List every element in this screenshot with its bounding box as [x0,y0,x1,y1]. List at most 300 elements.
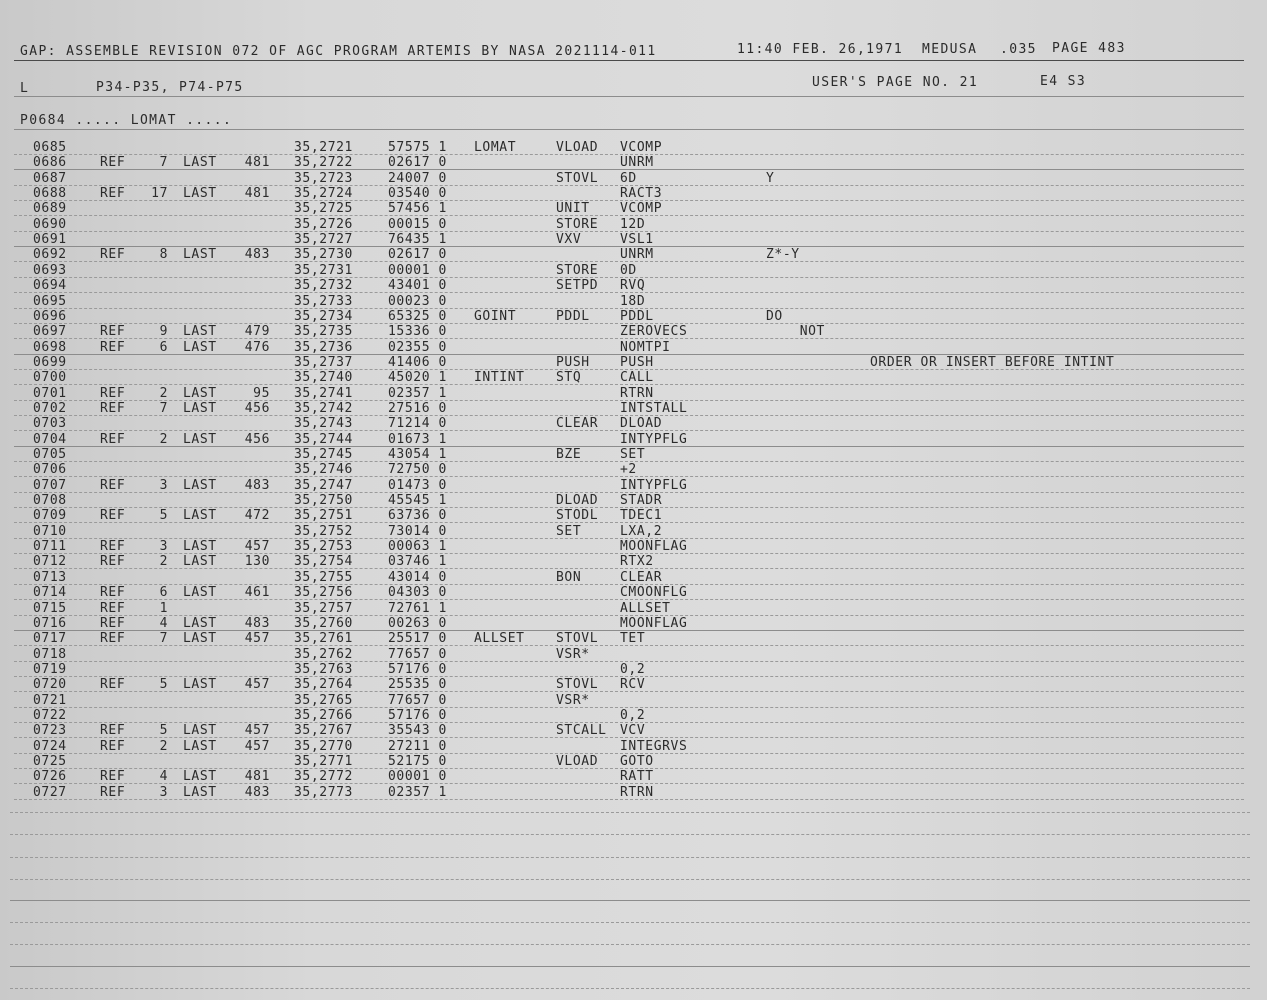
cell-oct: 01473 0 [388,478,447,493]
listing-row [0,401,1267,416]
cell-cmt: Y [766,171,775,186]
row-rule [14,292,1244,293]
cell-op: STQ [556,370,582,385]
cell-line: 0717 [33,631,67,646]
cell-ref: REF [100,631,126,646]
cell-op: CLEAR [556,416,599,431]
cell-lnum: 461 [244,585,270,600]
cell-lbl: ALLSET [474,631,525,646]
cell-addr: 35,2773 [294,785,353,800]
cell-last: LAST [183,631,217,646]
cell-addr: 35,2747 [294,478,353,493]
cell-line: 0698 [33,340,67,355]
listing-row [0,232,1267,247]
cell-addr: 35,2742 [294,401,353,416]
blank-line [10,922,1250,923]
listing-row [0,478,1267,493]
cell-cmt: NOT [766,324,825,339]
cell-line: 0685 [33,140,67,155]
cell-line: 0704 [33,432,67,447]
cell-oct: 73014 0 [388,524,447,539]
row-rule [14,783,1244,784]
cell-opnd: NOMTPI [620,340,671,355]
cell-opnd: VSL1 [620,232,654,247]
cell-last: LAST [183,554,217,569]
cell-oct: 15336 0 [388,324,447,339]
cell-addr: 35,2732 [294,278,353,293]
cell-oct: 35543 0 [388,723,447,738]
cell-addr: 35,2731 [294,263,353,278]
cell-line: 0702 [33,401,67,416]
cell-opnd: RVQ [620,278,646,293]
cell-oct: 00023 0 [388,294,447,309]
listing-row [0,570,1267,585]
cell-opnd: INTYPFLG [620,432,688,447]
cell-line: 0697 [33,324,67,339]
cell-last: LAST [183,247,217,262]
cell-ref: REF [100,432,126,447]
cell-last: LAST [183,677,217,692]
cell-line: 0714 [33,585,67,600]
blank-line [10,900,1250,901]
cell-lnum: 130 [244,554,270,569]
cell-last: LAST [183,723,217,738]
cell-ref: REF [100,723,126,738]
listing-row [0,493,1267,508]
cell-addr: 35,2721 [294,140,353,155]
cell-op: VSR* [556,693,590,708]
cell-opnd: INTSTALL [620,401,688,416]
cell-last: LAST [183,432,217,447]
cell-addr: 35,2744 [294,432,353,447]
listing-row [0,340,1267,355]
cell-line: 0725 [33,754,67,769]
cell-addr: 35,2754 [294,554,353,569]
header-listing-code: L [20,81,30,96]
cell-addr: 35,2760 [294,616,353,631]
cell-line: 0716 [33,616,67,631]
cell-line: 0686 [33,155,67,170]
cell-oct: 04303 0 [388,585,447,600]
cell-num: 7 [159,631,168,646]
row-rule [14,691,1244,692]
cell-opnd: PDDL [620,309,654,324]
cell-lnum: 457 [244,631,270,646]
cell-line: 0688 [33,186,67,201]
listing-row [0,370,1267,385]
cell-last: LAST [183,739,217,754]
listing-row [0,769,1267,784]
listing-row [0,186,1267,201]
cell-addr: 35,2751 [294,508,353,523]
cell-lnum: 479 [244,324,270,339]
cell-opnd: VCV [620,723,646,738]
listing-row [0,601,1267,616]
listing-row [0,508,1267,523]
listing-row [0,217,1267,232]
cell-oct: 24007 0 [388,171,447,186]
cell-opnd: MOONFLAG [620,539,688,554]
listing-row [0,324,1267,339]
cell-line: 0696 [33,309,67,324]
cell-addr: 35,2753 [294,539,353,554]
cell-line: 0723 [33,723,67,738]
cell-lnum: 456 [244,432,270,447]
listing-row [0,155,1267,170]
cell-addr: 35,2735 [294,324,353,339]
cell-line: 0718 [33,647,67,662]
cell-addr: 35,2727 [294,232,353,247]
cell-oct: 45020 1 [388,370,447,385]
listing-row [0,309,1267,324]
header-host: MEDUSA [922,42,978,57]
cell-lnum: 483 [244,247,270,262]
cell-addr: 35,2756 [294,585,353,600]
cell-num: 2 [159,386,168,401]
cell-line: 0708 [33,493,67,508]
cell-opnd: 0,2 [620,708,646,723]
header-rule-2 [14,96,1244,97]
cell-ref: REF [100,554,126,569]
header-e4: E4 S3 [1040,74,1087,89]
cell-num: 5 [159,508,168,523]
cell-opnd: RTRN [620,785,654,800]
cell-num: 9 [159,324,168,339]
cell-addr: 35,2765 [294,693,353,708]
cell-last: LAST [183,155,217,170]
cell-line: 0689 [33,201,67,216]
cell-addr: 35,2743 [294,416,353,431]
listing-row [0,677,1267,692]
cell-oct: 27211 0 [388,739,447,754]
cell-opnd: UNRM [620,155,654,170]
cell-num: 2 [159,432,168,447]
cell-lnum: 483 [244,616,270,631]
cell-oct: 01673 1 [388,432,447,447]
cell-addr: 35,2740 [294,370,353,385]
cell-addr: 35,2745 [294,447,353,462]
cell-last: LAST [183,616,217,631]
cell-line: 0715 [33,601,67,616]
cell-oct: 00263 0 [388,616,447,631]
cell-lnum: 476 [244,340,270,355]
cell-opnd: 0,2 [620,662,646,677]
cell-oct: 71214 0 [388,416,447,431]
cell-line: 0713 [33,570,67,585]
cell-addr: 35,2763 [294,662,353,677]
cell-oct: 02617 0 [388,155,447,170]
cell-num: 7 [159,401,168,416]
cell-addr: 35,2737 [294,355,353,370]
listing-row [0,432,1267,447]
cell-opnd: RCV [620,677,646,692]
cell-oct: 41406 0 [388,355,447,370]
cell-ref: REF [100,155,126,170]
listing-row [0,447,1267,462]
cell-lnum: 472 [244,508,270,523]
cell-ref: REF [100,186,126,201]
cell-oct: 03746 1 [388,554,447,569]
cell-last: LAST [183,386,217,401]
header-users-page: USER'S PAGE NO. 21 [812,75,979,90]
cell-oct: 77657 0 [388,647,447,662]
listing-row [0,247,1267,262]
cell-addr: 35,2771 [294,754,353,769]
cell-addr: 35,2726 [294,217,353,232]
cell-oct: 02617 0 [388,247,447,262]
cell-num: 7 [159,155,168,170]
cell-line: 0694 [33,278,67,293]
cell-ref: REF [100,539,126,554]
cell-op: PDDL [556,309,590,324]
cell-oct: 65325 0 [388,309,447,324]
cell-opnd: CMOONFLG [620,585,688,600]
cell-addr: 35,2734 [294,309,353,324]
cell-line: 0700 [33,370,67,385]
header-code: .035 [1000,42,1037,57]
cell-line: 0693 [33,263,67,278]
cell-line: 0719 [33,662,67,677]
cell-oct: 72750 0 [388,462,447,477]
cell-last: LAST [183,769,217,784]
listing-row [0,708,1267,723]
cell-opnd: INTYPFLG [620,478,688,493]
cell-op: DLOAD [556,493,599,508]
cell-op: VSR* [556,647,590,662]
cell-oct: 43014 0 [388,570,447,585]
cell-line: 0706 [33,462,67,477]
listing-row [0,739,1267,754]
cell-line: 0701 [33,386,67,401]
listing-row [0,723,1267,738]
listing-row [0,386,1267,401]
row-rule [14,799,1244,800]
cell-opnd: TDEC1 [620,508,663,523]
cell-addr: 35,2762 [294,647,353,662]
cell-ref: REF [100,478,126,493]
cell-cmt2: ORDER OR INSERT BEFORE INTINT [870,355,1115,370]
cell-op: BON [556,570,582,585]
listing-row [0,647,1267,662]
cell-oct: 27516 0 [388,401,447,416]
cell-addr: 35,2736 [294,340,353,355]
cell-line: 0699 [33,355,67,370]
cell-lnum: 481 [244,186,270,201]
cell-ref: REF [100,340,126,355]
cell-num: 2 [159,739,168,754]
cell-oct: 72761 1 [388,601,447,616]
cell-addr: 35,2757 [294,601,353,616]
cell-num: 5 [159,723,168,738]
blank-line [10,812,1250,813]
cell-last: LAST [183,478,217,493]
cell-opnd: INTEGRVS [620,739,688,754]
cell-addr: 35,2766 [294,708,353,723]
row-rule [14,522,1244,523]
cell-lnum: 95 [253,386,270,401]
cell-oct: 43401 0 [388,278,447,293]
cell-last: LAST [183,340,217,355]
cell-opnd: DLOAD [620,416,663,431]
listing-row [0,416,1267,431]
cell-addr: 35,2724 [294,186,353,201]
cell-opnd: ZEROVECS [620,324,688,339]
cell-num: 3 [159,539,168,554]
cell-addr: 35,2722 [294,155,353,170]
cell-line: 0692 [33,247,67,262]
row-rule [14,261,1244,262]
listing-row [0,140,1267,155]
cell-lnum: 481 [244,769,270,784]
cell-opnd: VCOMP [620,140,663,155]
cell-line: 0712 [33,554,67,569]
blank-line [10,988,1250,989]
cell-opnd: GOTO [620,754,654,769]
cell-num: 6 [159,585,168,600]
cell-addr: 35,2723 [294,171,353,186]
cell-oct: 00015 0 [388,217,447,232]
cell-opnd: SET [620,447,646,462]
cell-ref: REF [100,739,126,754]
listing-row [0,616,1267,631]
cell-lbl: LOMAT [474,140,517,155]
listing-row [0,524,1267,539]
cell-addr: 35,2741 [294,386,353,401]
cell-oct: 57575 1 [388,140,447,155]
cell-line: 0722 [33,708,67,723]
row-rule [14,599,1244,600]
cell-oct: 02357 1 [388,386,447,401]
cell-opnd: VCOMP [620,201,663,216]
cell-ref: REF [100,585,126,600]
cell-addr: 35,2764 [294,677,353,692]
row-rule [14,645,1244,646]
cell-last: LAST [183,539,217,554]
cell-line: 0703 [33,416,67,431]
cell-line: 0721 [33,693,67,708]
header-rule-3 [14,129,1244,130]
cell-num: 2 [159,554,168,569]
cell-opnd: PUSH [620,355,654,370]
cell-lnum: 483 [244,478,270,493]
cell-op: STOVL [556,171,599,186]
cell-ref: REF [100,508,126,523]
cell-opnd: STADR [620,493,663,508]
header-section-marker: P0684 ..... LOMAT ..... [20,113,233,128]
cell-lbl: INTINT [474,370,525,385]
cell-ref: REF [100,769,126,784]
cell-lnum: 457 [244,677,270,692]
cell-num: 1 [159,601,168,616]
cell-opnd: TET [620,631,646,646]
cell-opnd: ALLSET [620,601,671,616]
row-rule [14,430,1244,431]
cell-num: 6 [159,340,168,355]
cell-opnd: CALL [620,370,654,385]
cell-op: VLOAD [556,754,599,769]
cell-last: LAST [183,186,217,201]
cell-op: SETPD [556,278,599,293]
row-rule [14,568,1244,569]
blank-line [10,879,1250,880]
row-rule [14,476,1244,477]
blank-line [10,834,1250,835]
cell-last: LAST [183,785,217,800]
cell-ref: REF [100,386,126,401]
listing-row [0,662,1267,677]
row-rule [14,737,1244,738]
cell-line: 0720 [33,677,67,692]
cell-op: STODL [556,508,599,523]
cell-ref: REF [100,785,126,800]
cell-op: STCALL [556,723,607,738]
cell-oct: 77657 0 [388,693,447,708]
cell-opnd: RTRN [620,386,654,401]
cell-ref: REF [100,601,126,616]
listing-row [0,263,1267,278]
cell-oct: 02357 1 [388,785,447,800]
cell-num: 4 [159,616,168,631]
cell-last: LAST [183,324,217,339]
row-rule [14,384,1244,385]
cell-oct: 00001 0 [388,263,447,278]
cell-lnum: 457 [244,539,270,554]
cell-oct: 25517 0 [388,631,447,646]
header-title: GAP: ASSEMBLE REVISION 072 OF AGC PROGRAM ARTEMIS BY NASA 2021114-011 [20,44,657,59]
blank-line [10,944,1250,945]
listing-row [0,355,1267,370]
cell-oct: 76435 1 [388,232,447,247]
cell-op: UNIT [556,201,590,216]
cell-last: LAST [183,585,217,600]
cell-num: 5 [159,677,168,692]
cell-num: 3 [159,478,168,493]
cell-opnd: RATT [620,769,654,784]
listing-row [0,201,1267,216]
cell-op: PUSH [556,355,590,370]
cell-lnum: 483 [244,785,270,800]
listing-row [0,539,1267,554]
header-time: 11:40 FEB. 26,1971 [737,42,904,57]
cell-oct: 45545 1 [388,493,447,508]
cell-addr: 35,2752 [294,524,353,539]
listing-row [0,631,1267,646]
cell-op: STORE [556,217,599,232]
cell-addr: 35,2733 [294,294,353,309]
cell-oct: 00063 1 [388,539,447,554]
cell-addr: 35,2725 [294,201,353,216]
cell-line: 0690 [33,217,67,232]
cell-addr: 35,2730 [294,247,353,262]
cell-opnd: MOONFLAG [620,616,688,631]
cell-lnum: 456 [244,401,270,416]
row-rule [14,215,1244,216]
cell-line: 0710 [33,524,67,539]
header-section: P34-P35, P74-P75 [96,80,244,95]
cell-op: BZE [556,447,582,462]
cell-lnum: 481 [244,155,270,170]
row-rule [14,169,1244,170]
cell-num: 4 [159,769,168,784]
cell-opnd: RTX2 [620,554,654,569]
cell-line: 0691 [33,232,67,247]
listing-row [0,278,1267,293]
cell-oct: 02355 0 [388,340,447,355]
cell-oct: 00001 0 [388,769,447,784]
cell-num: 17 [151,186,168,201]
listing-row [0,785,1267,800]
blank-line [10,857,1250,858]
